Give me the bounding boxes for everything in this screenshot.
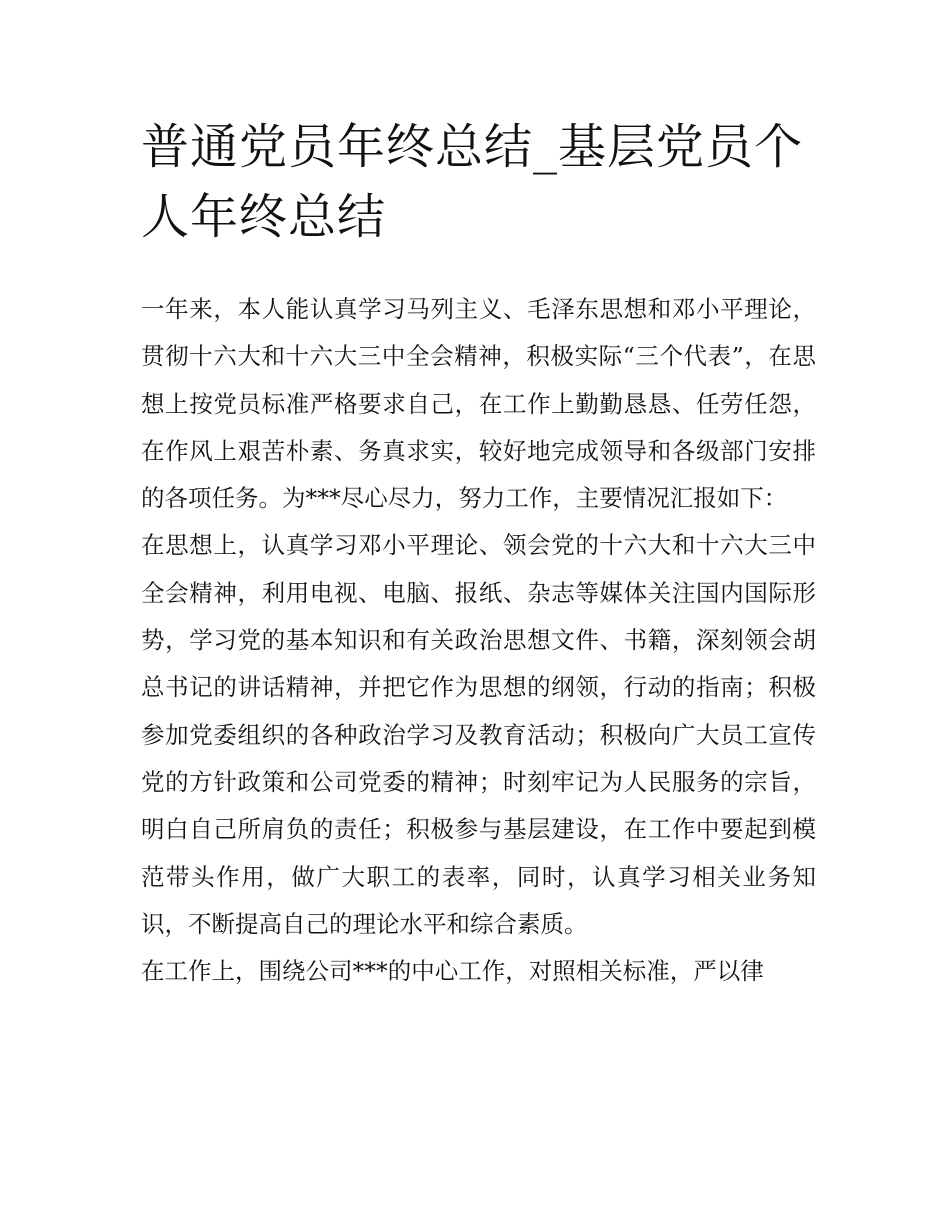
document-title: 普通党员年终总结_基层党员个人年终总结 — [141, 119, 804, 245]
document-body — [141, 112, 816, 995]
paragraph-ideology: 在思想上，认真学习邓小平理论、领会党的十六大和十六大三中全会精神，利用电视、电脑、报纸、杂志等媒体关注国内国际形势，学习党的基本知识和有关政治思想文件、书籍，深刻领会胡总书记的讲话精神，并把它作为思想的纲领，行动的指南；积极参加党委组织的各种政治学习及教育活动；积极向广大员工宣传党的方针政策和公司党委的精神；时刻牢记为人民服务的宗旨，明白自己所肩负的责任；积极参与基层建设，在工作中要起到模范带头作用，做广大职工的表率，同时，认真学习相关业务知识，不断提高自己的理论水平和综合素质。 — [141, 531, 816, 938]
paragraph-work: 在工作上，围绕公司***的中心工作，对照相关标准，严以律 — [141, 957, 764, 986]
paragraph-intro: 一年来，本人能认真学习马列主义、毛泽东思想和邓小平理论，贯彻十六大和十六大三中全会精神，积极实际“三个代表”，在思想上按党员标准严格要求自己，在工作上勤勤恳恳、任劳任怨，在作风上艰苦朴素、务真求实，较好地完成领导和各级部门安排的各项任务。为***尽心尽力，努力工作，主要情况汇报如下： — [141, 295, 816, 513]
